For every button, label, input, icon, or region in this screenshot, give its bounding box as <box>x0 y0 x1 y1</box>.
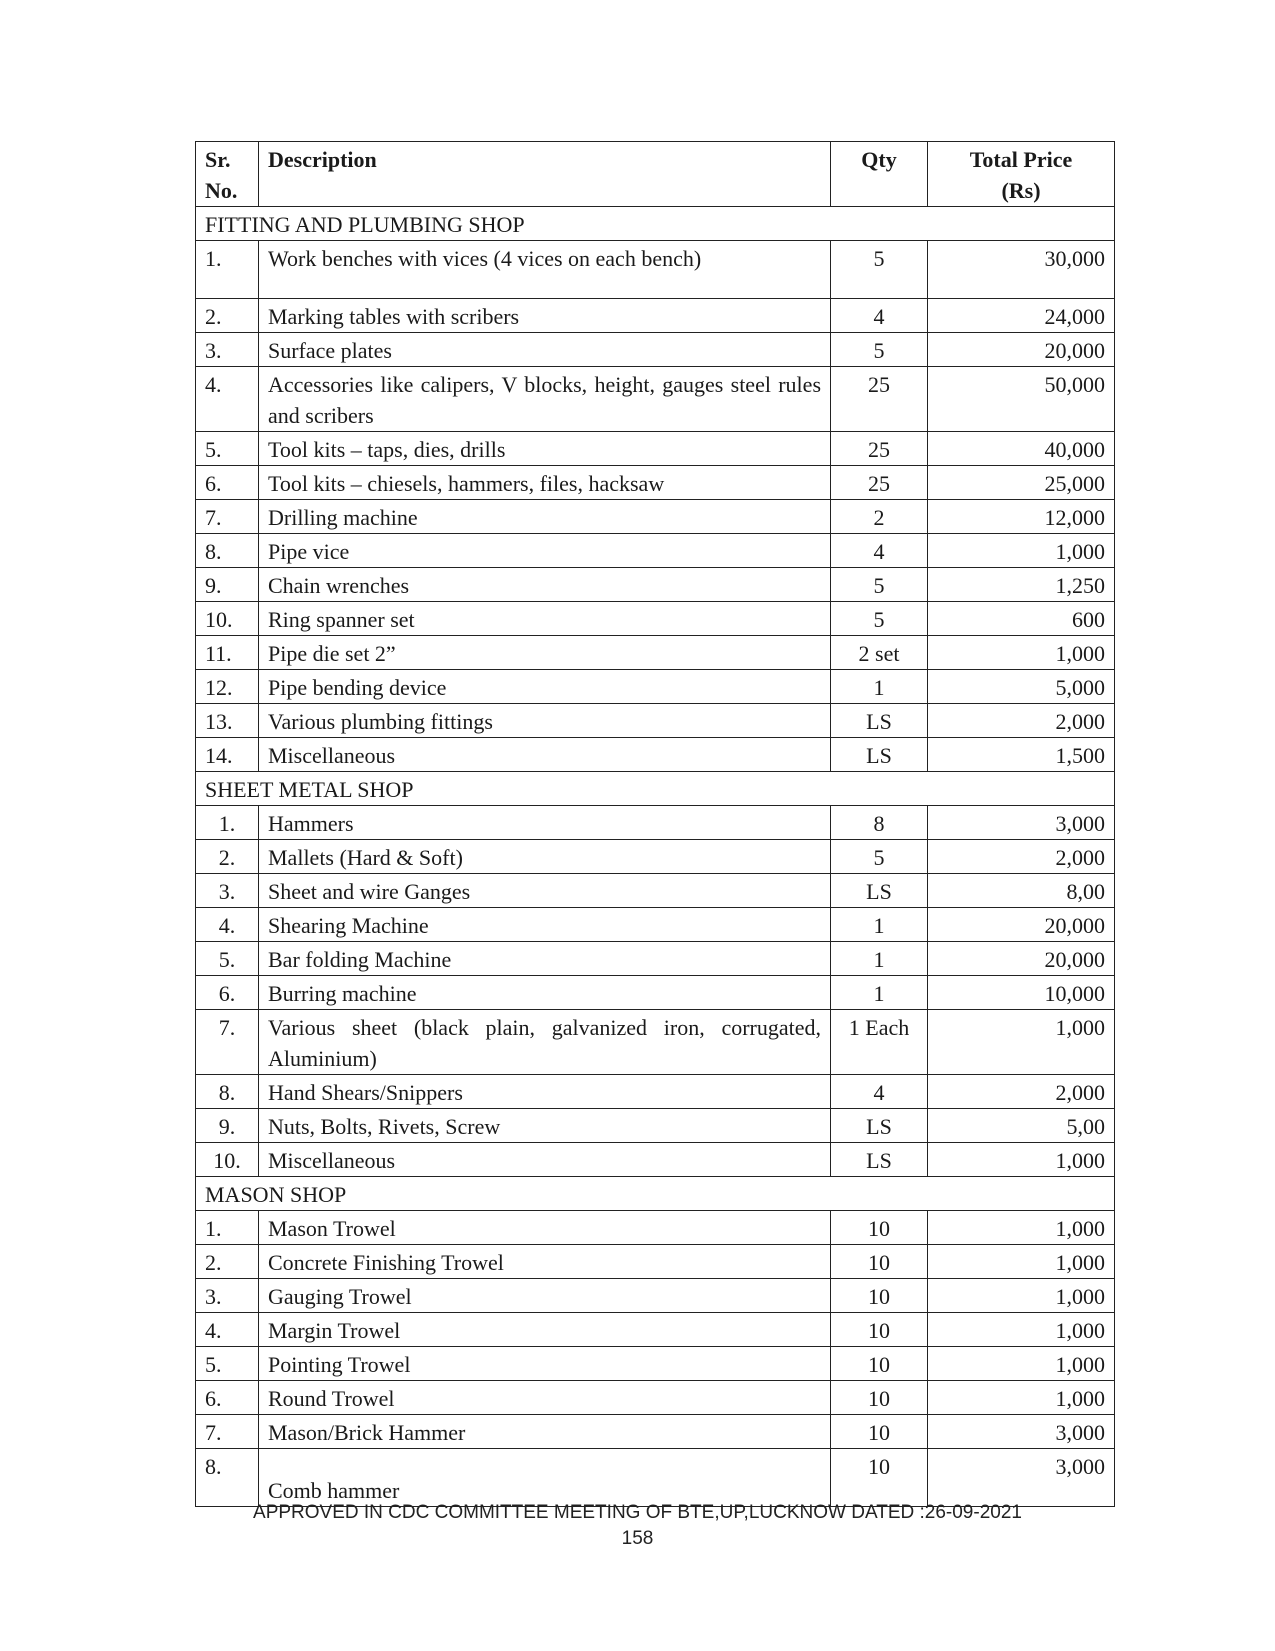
row-total-price: 10,000 <box>928 976 1115 1010</box>
row-total-price: 12,000 <box>928 500 1115 534</box>
table-row <box>196 1279 1115 1313</box>
table-row <box>196 1143 1115 1177</box>
table-row <box>196 1109 1115 1143</box>
table-row <box>196 500 1115 534</box>
table-row <box>196 534 1115 568</box>
row-total-price: 8,00 <box>928 874 1115 908</box>
row-description: Margin Trowel <box>259 1313 831 1347</box>
row-quantity: 25 <box>831 432 928 466</box>
row-quantity: 10 <box>831 1245 928 1279</box>
row-quantity: 4 <box>831 1075 928 1109</box>
row-description: Various plumbing fittings <box>259 704 831 738</box>
row-quantity: 4 <box>831 534 928 568</box>
section-header-row <box>196 772 1115 806</box>
row-quantity: 8 <box>831 806 928 840</box>
row-sr-number: 6. <box>196 976 259 1010</box>
row-total-price: 5,000 <box>928 670 1115 704</box>
row-description: Pipe die set 2” <box>259 636 831 670</box>
row-description: Various sheet (black plain, galvanized iron, corrugated, Aluminium) <box>259 1010 831 1075</box>
row-sr-number: 2. <box>196 1245 259 1279</box>
row-quantity: 5 <box>831 241 928 299</box>
page-footer <box>0 1500 1275 1552</box>
row-description: Mallets (Hard & Soft) <box>259 840 831 874</box>
row-quantity: 1 <box>831 670 928 704</box>
row-quantity: LS <box>831 874 928 908</box>
row-total-price: 5,00 <box>928 1109 1115 1143</box>
table-row <box>196 241 1115 299</box>
row-sr-number: 1. <box>196 1211 259 1245</box>
row-quantity: 1 <box>831 976 928 1010</box>
row-sr-number: 8. <box>196 1449 259 1507</box>
table-row <box>196 806 1115 840</box>
table-row <box>196 1010 1115 1075</box>
row-quantity: 5 <box>831 840 928 874</box>
row-sr-number: 10. <box>196 602 259 636</box>
row-sr-number: 6. <box>196 466 259 500</box>
row-quantity: 25 <box>831 367 928 432</box>
section-title: FITTING AND PLUMBING SHOP <box>196 207 1115 241</box>
row-description: Gauging Trowel <box>259 1279 831 1313</box>
row-description: Miscellaneous <box>259 738 831 772</box>
row-total-price: 1,000 <box>928 1279 1115 1313</box>
row-sr-number: 4. <box>196 1313 259 1347</box>
table-row <box>196 1075 1115 1109</box>
header-total-price: Total Price (Rs) <box>928 142 1115 207</box>
row-sr-number: 2. <box>196 840 259 874</box>
header-sr: Sr. No. <box>196 142 259 207</box>
table-row <box>196 908 1115 942</box>
table-row <box>196 1211 1115 1245</box>
row-total-price: 1,000 <box>928 1143 1115 1177</box>
table-row <box>196 636 1115 670</box>
row-quantity: 5 <box>831 568 928 602</box>
row-quantity: 10 <box>831 1279 928 1313</box>
row-description: Round Trowel <box>259 1381 831 1415</box>
section-title: SHEET METAL SHOP <box>196 772 1115 806</box>
row-description: Mason Trowel <box>259 1211 831 1245</box>
row-sr-number: 5. <box>196 942 259 976</box>
table-row <box>196 1313 1115 1347</box>
table-row <box>196 1415 1115 1449</box>
row-total-price: 25,000 <box>928 466 1115 500</box>
row-description: Hammers <box>259 806 831 840</box>
row-sr-number: 7. <box>196 1415 259 1449</box>
row-total-price: 3,000 <box>928 1415 1115 1449</box>
table-row <box>196 1245 1115 1279</box>
row-quantity: LS <box>831 1109 928 1143</box>
row-total-price: 1,000 <box>928 636 1115 670</box>
row-description: Ring spanner set <box>259 602 831 636</box>
section-header-row <box>196 207 1115 241</box>
table-row <box>196 299 1115 333</box>
row-quantity: 25 <box>831 466 928 500</box>
row-description: Tool kits – taps, dies, drills <box>259 432 831 466</box>
table-row <box>196 466 1115 500</box>
row-sr-number: 9. <box>196 1109 259 1143</box>
row-description: Drilling machine <box>259 500 831 534</box>
row-sr-number: 14. <box>196 738 259 772</box>
table-row <box>196 1347 1115 1381</box>
row-description: Tool kits – chiesels, hammers, files, hacksaw <box>259 466 831 500</box>
row-sr-number: 8. <box>196 1075 259 1109</box>
table-row <box>196 1449 1115 1507</box>
row-total-price: 1,000 <box>928 534 1115 568</box>
row-sr-number: 1. <box>196 241 259 299</box>
row-sr-number: 6. <box>196 1381 259 1415</box>
row-description: Comb hammer <box>259 1449 831 1507</box>
table-body <box>196 207 1115 1507</box>
row-total-price: 1,000 <box>928 1211 1115 1245</box>
row-description: Pipe vice <box>259 534 831 568</box>
row-total-price: 1,250 <box>928 568 1115 602</box>
table-row <box>196 670 1115 704</box>
row-sr-number: 2. <box>196 299 259 333</box>
row-quantity: LS <box>831 738 928 772</box>
row-total-price: 1,000 <box>928 1381 1115 1415</box>
row-sr-number: 11. <box>196 636 259 670</box>
table-header-row <box>196 142 1115 207</box>
row-total-price: 1,000 <box>928 1347 1115 1381</box>
row-sr-number: 4. <box>196 908 259 942</box>
row-description: Miscellaneous <box>259 1143 831 1177</box>
table-row <box>196 874 1115 908</box>
row-quantity: 10 <box>831 1449 928 1507</box>
section-title: MASON SHOP <box>196 1177 1115 1211</box>
table-row <box>196 568 1115 602</box>
row-description: Hand Shears/Snippers <box>259 1075 831 1109</box>
table-row <box>196 976 1115 1010</box>
row-total-price: 1,000 <box>928 1245 1115 1279</box>
row-description: Chain wrenches <box>259 568 831 602</box>
header-description: Description <box>259 142 831 207</box>
row-description: Burring machine <box>259 976 831 1010</box>
row-total-price: 1,000 <box>928 1313 1115 1347</box>
row-description: Nuts, Bolts, Rivets, Screw <box>259 1109 831 1143</box>
approval-note: APPROVED IN CDC COMMITTEE MEETING OF BTE,UP,LUCKNOW DATED :26-09-2021 <box>253 1502 1022 1523</box>
row-quantity: 4 <box>831 299 928 333</box>
row-quantity: 5 <box>831 333 928 367</box>
table-row <box>196 942 1115 976</box>
row-total-price: 20,000 <box>928 942 1115 976</box>
row-description: Bar folding Machine <box>259 942 831 976</box>
row-sr-number: 3. <box>196 874 259 908</box>
row-description: Concrete Finishing Trowel <box>259 1245 831 1279</box>
row-sr-number: 7. <box>196 1010 259 1075</box>
row-description: Accessories like calipers, V blocks, height, gauges steel rules and scribers <box>259 367 831 432</box>
row-description: Pointing Trowel <box>259 1347 831 1381</box>
row-description: Mason/Brick Hammer <box>259 1415 831 1449</box>
row-sr-number: 5. <box>196 1347 259 1381</box>
row-sr-number: 3. <box>196 333 259 367</box>
row-quantity: 10 <box>831 1313 928 1347</box>
row-total-price: 30,000 <box>928 241 1115 299</box>
row-sr-number: 8. <box>196 534 259 568</box>
table-row <box>196 602 1115 636</box>
row-total-price: 3,000 <box>928 1449 1115 1507</box>
row-description: Marking tables with scribers <box>259 299 831 333</box>
row-quantity: 10 <box>831 1347 928 1381</box>
table-row <box>196 738 1115 772</box>
row-total-price: 2,000 <box>928 704 1115 738</box>
row-total-price: 50,000 <box>928 367 1115 432</box>
row-quantity: 10 <box>831 1415 928 1449</box>
row-sr-number: 3. <box>196 1279 259 1313</box>
row-quantity: 5 <box>831 602 928 636</box>
row-total-price: 3,000 <box>928 806 1115 840</box>
header-qty: Qty <box>831 142 928 207</box>
row-sr-number: 10. <box>196 1143 259 1177</box>
row-total-price: 20,000 <box>928 333 1115 367</box>
row-quantity: 10 <box>831 1381 928 1415</box>
row-total-price: 40,000 <box>928 432 1115 466</box>
row-quantity: LS <box>831 704 928 738</box>
table-row <box>196 840 1115 874</box>
row-quantity: 1 <box>831 942 928 976</box>
row-total-price: 1,500 <box>928 738 1115 772</box>
row-total-price: 600 <box>928 602 1115 636</box>
row-total-price: 2,000 <box>928 1075 1115 1109</box>
row-sr-number: 4. <box>196 367 259 432</box>
row-sr-number: 9. <box>196 568 259 602</box>
table-row <box>196 333 1115 367</box>
row-quantity: LS <box>831 1143 928 1177</box>
page-number: 158 <box>621 1528 654 1549</box>
row-description: Sheet and wire Ganges <box>259 874 831 908</box>
row-sr-number: 12. <box>196 670 259 704</box>
table-row <box>196 1381 1115 1415</box>
row-sr-number: 5. <box>196 432 259 466</box>
row-description: Surface plates <box>259 333 831 367</box>
row-sr-number: 13. <box>196 704 259 738</box>
row-sr-number: 1. <box>196 806 259 840</box>
table-row <box>196 367 1115 432</box>
equipment-table <box>195 141 1115 1507</box>
section-header-row <box>196 1177 1115 1211</box>
row-quantity: 1 <box>831 908 928 942</box>
row-total-price: 20,000 <box>928 908 1115 942</box>
row-sr-number: 7. <box>196 500 259 534</box>
row-total-price: 24,000 <box>928 299 1115 333</box>
row-description: Pipe bending device <box>259 670 831 704</box>
row-total-price: 2,000 <box>928 840 1115 874</box>
row-total-price: 1,000 <box>928 1010 1115 1075</box>
table-row <box>196 704 1115 738</box>
row-quantity: 10 <box>831 1211 928 1245</box>
row-quantity: 1 Each <box>831 1010 928 1075</box>
table-row <box>196 432 1115 466</box>
row-description: Work benches with vices (4 vices on each bench) <box>259 241 831 299</box>
row-quantity: 2 set <box>831 636 928 670</box>
row-quantity: 2 <box>831 500 928 534</box>
row-description: Shearing Machine <box>259 908 831 942</box>
